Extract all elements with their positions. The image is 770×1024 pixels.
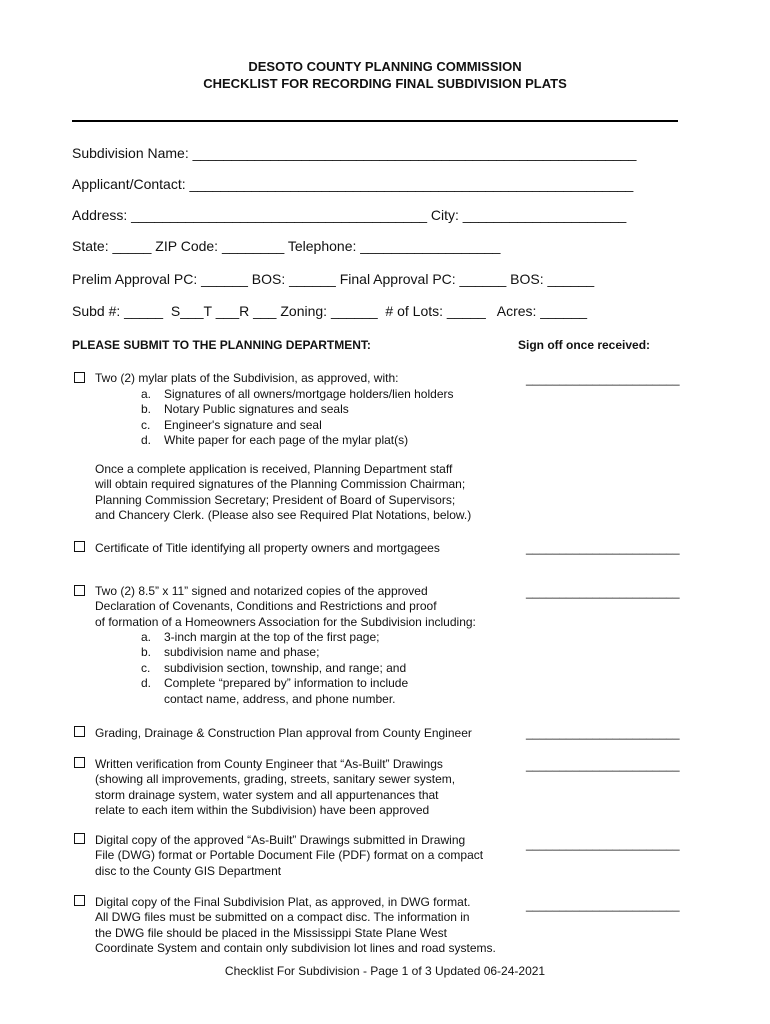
signoff-line-as-built-verification[interactable]: _______________________ [526,758,680,772]
list-item: a. 3-inch margin at the top of the first page; [141,630,380,644]
covenants-sublist [141,630,408,707]
checkbox-mylar-plats[interactable] [74,372,85,383]
checkbox-as-built-verification[interactable] [74,757,85,768]
checkbox-covenants-copies[interactable] [74,585,85,596]
address-city-field[interactable]: Address: ______________________________________ City: _____________________ [72,207,627,223]
list-item: a. Signatures of all owners/mortgage holders/lien holders [141,387,454,401]
list-item: b. subdivision name and phase; [141,645,320,660]
signoff-line-mylar-plats[interactable]: _______________________ [526,372,680,386]
checkbox-as-built-digital-copy[interactable] [74,833,85,844]
checklist-item-covenants-copies: Two (2) 8.5” x 11” signed and notarized copies of the approved Declaration of Covenants, Conditions and Restrictions and proof of formation of a Homeowners Association for the Subdivision including: [95,584,476,629]
subdivision-number-field[interactable]: Subd #: _____ S___T ___R ___ Zoning: ______ # of Lots: _____ Acres: ______ [72,303,588,319]
list-item: b. Notary Public signatures and seals [141,402,349,417]
list-item: d. Complete “prepared by” information to include [141,676,409,691]
checklist-item-certificate-of-title: Certificate of Title identifying all property owners and mortgagees [95,541,440,555]
checkbox-grading-drainage[interactable] [74,726,85,737]
subdivision-name-field[interactable]: Subdivision Name: _________________________________________________________ [72,145,637,161]
document-title: DESOTO COUNTY PLANNING COMMISSION [248,59,522,74]
list-item: c. Engineer's signature and seal [141,417,322,432]
signoff-line-grading-drainage[interactable]: _______________________ [526,726,680,740]
signoff-line-covenants-copies[interactable]: _______________________ [526,585,680,599]
checklist-item-grading-drainage: Grading, Drainage & Construction Plan approval from County Engineer [95,726,472,740]
checkbox-certificate-of-title[interactable] [74,541,85,552]
page-footer: Checklist For Subdivision - Page 1 of 3 Updated 06-24-2021 [224,964,546,978]
item-text: Two (2) mylar plats of the Subdivision, as approved, with: [95,371,399,385]
signoff-heading: Sign off once received: [518,338,651,352]
applicant-contact-field[interactable]: Applicant/Contact: _________________________________________________________ [72,176,634,192]
checklist-item-final-plat-dwg: Digital copy of the Final Subdivision Plat, as approved, in DWG format. All DWG files must be submitted on a compact disc. The information in the DWG file should be placed in the Mississippi State Plane West Coordinate System and contain only subdivision lot lines and road systems. [95,895,496,956]
submit-heading: PLEASE SUBMIT TO THE PLANNING DEPARTMENT: [72,338,371,352]
signoff-line-final-plat-dwg[interactable]: _______________________ [526,898,680,912]
document-subtitle: CHECKLIST FOR RECORDING FINAL SUBDIVISION PLATS [203,76,567,91]
signoff-line-certificate-of-title[interactable]: _______________________ [526,541,680,555]
list-item: c. subdivision section, township, and range; and [141,660,407,675]
list-item: d. White paper for each page of the mylar plat(s) [141,433,409,448]
state-zip-phone-field[interactable]: State: _____ ZIP Code: ________ Telephone: __________________ [72,238,501,254]
signature-note: Once a complete application is received, Planning Department staff will obtain required signatures of the Planning Commission Chairman; Planning Commission Secretary; President of Board of Supervisors; and Chancery Clerk. (Please also see Required Plat Notations, below.) [95,462,472,523]
checklist-item-mylar-plats [95,371,398,386]
header-divider [72,120,678,122]
checkbox-final-plat-dwg[interactable] [74,895,85,906]
checklist-item-as-built-verification: Written verification from County Engineer that “As-Built” Drawings (showing all improvements, grading, streets, sanitary sewer system, storm drainage system, water system and all appurtenances that relate to each item within the Subdivision) have been approved [95,757,456,818]
signoff-line-as-built-digital-copy[interactable]: _______________________ [526,837,680,851]
approval-dates-field[interactable]: Prelim Approval PC: ______ BOS: ______ Final Approval PC: ______ BOS: ______ [72,271,595,287]
list-item: contact name, address, and phone number. [164,691,396,706]
checklist-item-as-built-digital-copy: Digital copy of the approved “As-Built” Drawings submitted in Drawing File (DWG) format or Portable Document File (PDF) format on a compact disc to the County GIS Department [95,833,484,878]
mylar-plats-sublist [141,387,454,449]
